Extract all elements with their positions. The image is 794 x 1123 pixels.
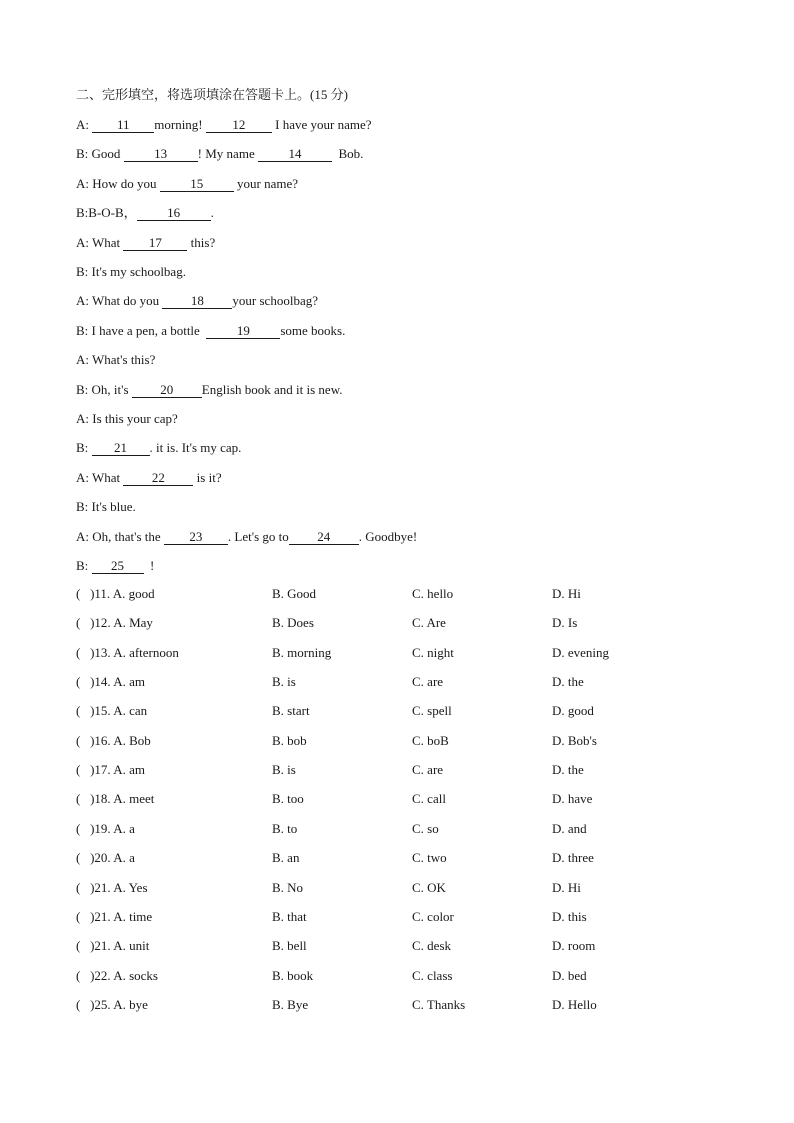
- option-c: C. hello: [412, 586, 454, 601]
- option-d: D. this: [552, 908, 587, 924]
- dialogue-text: Bob.: [331, 146, 364, 162]
- option-row: [76, 968, 716, 984]
- option-b: B. Good: [272, 586, 317, 601]
- dialogue-line: [76, 411, 178, 427]
- option-row: [76, 586, 716, 602]
- blank-number: 24: [289, 530, 359, 545]
- option-d: D. and: [552, 820, 587, 836]
- option-d: D. the: [552, 762, 584, 778]
- option-row: [76, 997, 716, 1013]
- option-a: ( )25. A. bye: [76, 996, 148, 1012]
- option-d: D. room: [552, 938, 596, 954]
- option-row: [76, 909, 716, 925]
- blank-number: 20: [132, 383, 202, 398]
- dialogue-text: A:: [76, 117, 93, 132]
- dialogue-line: [76, 264, 186, 280]
- dialogue-text: !: [143, 558, 155, 573]
- dialogue-text: morning!: [154, 117, 206, 132]
- dialogue-text: A: What's this?: [76, 352, 156, 368]
- dialogue-line: [76, 323, 345, 339]
- dialogue-text: A: How do you: [76, 175, 160, 191]
- option-a: ( )13. A. afternoon: [76, 644, 179, 660]
- option-b: B. bob: [272, 732, 307, 748]
- option-c: C. are: [412, 762, 444, 778]
- blank-number: 15: [160, 177, 234, 192]
- dialogue-text: B:B-O-B，: [76, 205, 137, 221]
- dialogue-text: A: What do you: [76, 293, 163, 309]
- option-b: B. morning: [272, 644, 332, 660]
- option-a: ( )11. A. good: [76, 586, 155, 601]
- option-a: ( )17. A. am: [76, 762, 145, 778]
- option-c: C. spell: [412, 703, 452, 719]
- dialogue-text: I have your name?: [271, 117, 372, 132]
- option-a: ( )20. A. a: [76, 850, 135, 866]
- option-row: [76, 733, 716, 749]
- blank-number: 18: [162, 294, 232, 309]
- option-b: B. that: [272, 908, 307, 924]
- option-b: B. an: [272, 850, 300, 866]
- option-c: C. Thanks: [412, 996, 466, 1012]
- dialogue-line: [76, 176, 298, 192]
- blank-number: 19: [206, 324, 280, 339]
- option-a: ( )21. A. time: [76, 908, 153, 924]
- option-c: C. night: [412, 644, 454, 660]
- dialogue-text: A: What: [76, 234, 124, 250]
- dialogue-line: [76, 293, 318, 309]
- dialogue-text: . it is. It's my cap.: [149, 440, 242, 456]
- dialogue-text: this?: [187, 234, 216, 250]
- option-d: D. Bob's: [552, 732, 597, 748]
- option-row: [76, 615, 716, 631]
- blank-number: 11: [92, 118, 154, 133]
- option-row: [76, 880, 716, 896]
- option-row: [76, 703, 716, 719]
- option-b: B. Bye: [272, 996, 309, 1012]
- dialogue-line: [76, 352, 155, 368]
- option-row: [76, 645, 716, 661]
- option-b: B. start: [272, 703, 310, 719]
- blank-number: 17: [123, 236, 187, 251]
- option-b: B. book: [272, 967, 314, 983]
- dialogue-text: B:: [76, 440, 92, 456]
- option-a: ( )21. A. Yes: [76, 879, 148, 895]
- option-c: C. boB: [412, 732, 449, 748]
- dialogue-text: B: Good: [76, 146, 124, 162]
- dialogue-text: . Goodbye!: [358, 528, 418, 544]
- blank-number: 13: [124, 147, 198, 162]
- option-a: ( )19. A. a: [76, 820, 135, 836]
- blank-number: 23: [164, 530, 228, 545]
- dialogue-line: [76, 440, 241, 456]
- option-d: D. bed: [552, 967, 587, 983]
- option-a: ( )22. A. socks: [76, 967, 158, 983]
- blank-number: 16: [137, 206, 211, 221]
- option-c: C. OK: [412, 879, 446, 895]
- dialogue-line: [76, 117, 372, 133]
- dialogue-text: A: Oh, that's the: [76, 528, 164, 544]
- option-row: [76, 821, 716, 837]
- dialogue-text: B: It's my schoolbag.: [76, 264, 186, 279]
- option-d: D. three: [552, 850, 594, 866]
- option-c: C. desk: [412, 938, 451, 954]
- dialogue-text: A: What: [76, 469, 124, 485]
- option-c: C. call: [412, 791, 446, 807]
- option-d: D. Hello: [552, 996, 597, 1012]
- dialogue-line: [76, 235, 215, 251]
- option-a: ( )15. A. can: [76, 703, 148, 719]
- option-b: B. is: [272, 674, 296, 690]
- dialogue-text: is it?: [193, 469, 222, 485]
- option-b: B. too: [272, 791, 304, 807]
- option-row: [76, 938, 716, 954]
- option-c: C. class: [412, 967, 453, 983]
- blank-number: 25: [92, 559, 144, 574]
- dialogue-line: [76, 146, 363, 162]
- option-b: B. bell: [272, 938, 307, 954]
- dialogue-text: your schoolbag?: [232, 293, 318, 309]
- option-b: B. Does: [272, 615, 314, 631]
- option-b: B. to: [272, 820, 298, 836]
- dialogue-line: [76, 470, 222, 486]
- option-d: D. Is: [552, 615, 578, 631]
- dialogue-text: .: [210, 205, 214, 221]
- option-row: [76, 850, 716, 866]
- dialogue-text: English book and it is new.: [201, 381, 343, 397]
- option-a: ( )18. A. meet: [76, 791, 155, 807]
- blank-number: 21: [92, 441, 150, 456]
- option-a: ( )14. A. am: [76, 674, 145, 690]
- option-a: ( )12. A. May: [76, 615, 153, 631]
- dialogue-text: B:: [76, 558, 92, 573]
- dialogue-line: [76, 205, 214, 221]
- dialogue-text: . Let's go to: [227, 528, 289, 544]
- option-c: C. color: [412, 908, 454, 924]
- option-c: C. Are: [412, 615, 446, 631]
- dialogue-line: [76, 499, 136, 515]
- dialogue-text: your name?: [233, 175, 299, 191]
- option-c: C. two: [412, 850, 447, 866]
- option-d: D. Hi: [552, 879, 581, 895]
- option-row: [76, 791, 716, 807]
- option-d: D. Hi: [552, 586, 581, 601]
- option-a: ( )16. A. Bob: [76, 732, 151, 748]
- option-b: B. No: [272, 879, 304, 895]
- dialogue-text: ! My name: [197, 146, 258, 162]
- dialogue-text: B: I have a pen, a bottle: [76, 322, 207, 338]
- option-d: D. evening: [552, 644, 610, 660]
- option-a: ( )21. A. unit: [76, 938, 150, 954]
- option-c: C. are: [412, 674, 444, 690]
- option-d: D. have: [552, 791, 593, 807]
- option-b: B. is: [272, 762, 296, 778]
- dialogue-text: some books.: [280, 322, 346, 338]
- option-d: D. good: [552, 703, 594, 719]
- option-row: [76, 762, 716, 778]
- blank-number: 12: [206, 118, 272, 133]
- dialogue-line: [76, 382, 343, 398]
- blank-number: 22: [123, 471, 193, 486]
- dialogue-text: B: It's blue.: [76, 499, 136, 515]
- option-row: [76, 674, 716, 690]
- dialogue-text: B: Oh, it's: [76, 381, 132, 397]
- blank-number: 14: [258, 147, 332, 162]
- option-c: C. so: [412, 820, 439, 836]
- section-heading: 二、完形填空，将选项填涂在答题卡上。(15 分): [76, 87, 348, 102]
- dialogue-line: [76, 529, 417, 545]
- dialogue-line: [76, 558, 154, 574]
- option-d: D. the: [552, 674, 584, 690]
- dialogue-text: A: Is this your cap?: [76, 411, 178, 426]
